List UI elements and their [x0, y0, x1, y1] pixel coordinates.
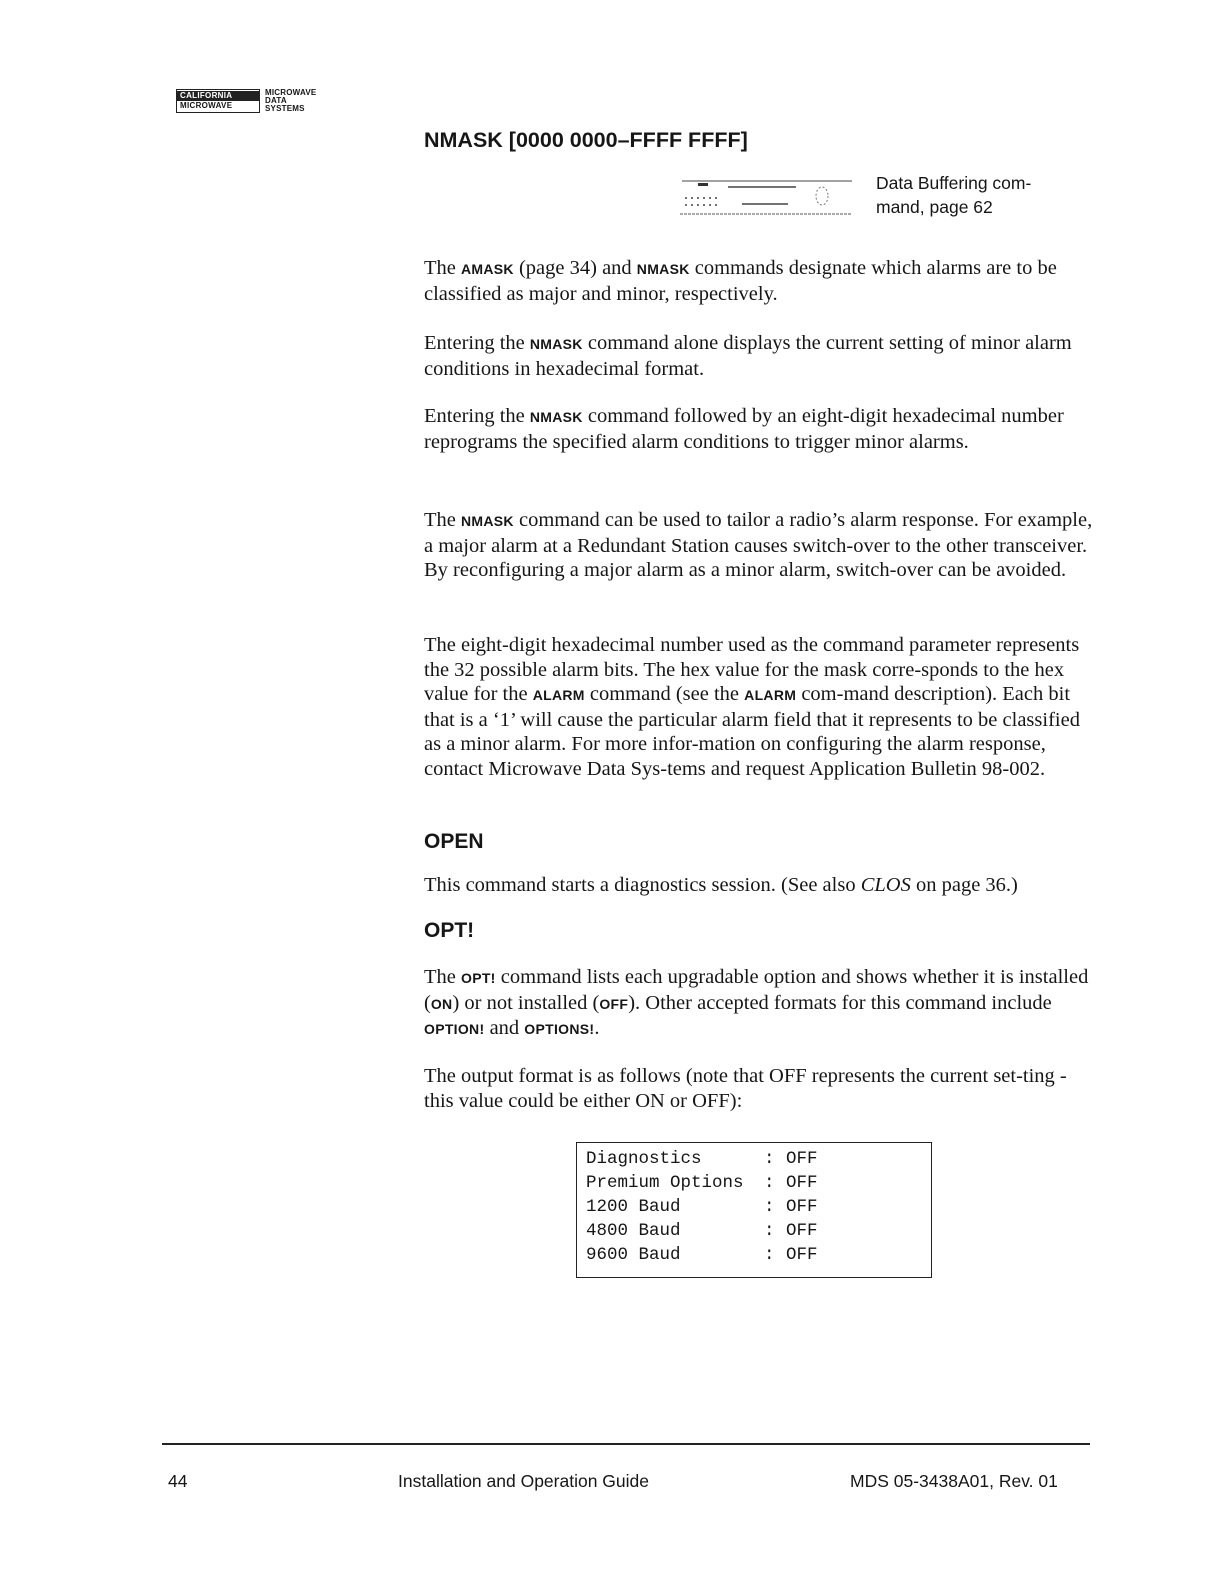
- text: com-mand description). Each bit that is a ‘1’ will cause the particular alarm field that it represents to be classified as a minor alarm. For more infor-mation on configuring the alarm response, contact Microwave Data Sys-tems and request Application Bulletin 98-002.: [424, 683, 1080, 780]
- text: ). Other accepted formats for this command include: [628, 991, 1052, 1014]
- text: command lists each upgradable option and shows whether it is installed (: [424, 966, 1089, 1014]
- reference-clos: CLOS: [860, 874, 911, 896]
- open-paragraph: [424, 873, 1096, 898]
- footer-rule: [162, 1443, 1090, 1445]
- text: commands designate which alarms are to be classified as major and minor, respectively.: [424, 257, 1057, 305]
- text: Entering the: [424, 405, 530, 427]
- logo-names: [265, 89, 316, 113]
- output-label: Diagnostics: [586, 1149, 702, 1169]
- section-heading-nmask: NMASK [0000 0000–FFFF FFFF]: [424, 128, 748, 152]
- text: This command starts a diagnostics session. (See also: [424, 874, 861, 896]
- value-on: ON: [430, 995, 453, 1012]
- command-nmask: NMASK: [529, 336, 583, 352]
- paragraph-5: [424, 633, 1096, 781]
- output-row: [586, 1219, 931, 1243]
- command-nmask: NMASK: [529, 409, 583, 425]
- radio-unit-icon: [676, 174, 852, 218]
- text: .: [594, 1017, 600, 1039]
- paragraph-2: [424, 331, 1096, 381]
- opt-paragraph-2: The output format is as follows (note that OFF represents the current set-ting - this value could be either ON or OFF):: [424, 1065, 1067, 1112]
- output-value: OFF: [786, 1149, 818, 1169]
- output-value: OFF: [786, 1245, 818, 1265]
- logo-box-bottom: MICROWAVE: [180, 101, 233, 110]
- text: command alone displays the current setting of minor alarm conditions in hexadecimal format.: [424, 332, 1072, 380]
- text: command (see the: [584, 683, 745, 705]
- text: ) or not installed (: [452, 991, 600, 1014]
- text: The eight-digit hexadecimal number used as the command parameter represents the 32 possible alarm bits. The hex value for the mask corre-sponds to the hex value for the: [424, 634, 1080, 705]
- text: The: [424, 257, 461, 279]
- value-off: OFF: [599, 995, 629, 1012]
- text: command followed by an eight-digit hexadecimal number reprograms the specified alarm conditions to trigger minor alarms.: [424, 405, 1064, 453]
- output-label: 1200 Baud: [586, 1197, 681, 1217]
- output-separator: :: [764, 1245, 775, 1265]
- output-separator: :: [764, 1149, 775, 1169]
- logo-line-1: MICROWAVE: [265, 88, 317, 97]
- output-separator: :: [764, 1197, 775, 1217]
- output-value: OFF: [786, 1197, 818, 1217]
- opt-paragraph-1: [424, 965, 1096, 1042]
- paragraph-3: [424, 404, 1096, 454]
- paragraph-4: [424, 508, 1096, 583]
- output-row: [586, 1171, 931, 1195]
- output-separator: :: [764, 1221, 775, 1241]
- command-amask: AMASK: [461, 261, 514, 277]
- logo-line-2: DATA: [265, 96, 287, 105]
- command-alarm: ALARM: [744, 687, 797, 703]
- paragraph-1: [424, 256, 1096, 306]
- text: on page 36.): [910, 874, 1018, 896]
- text: The: [424, 509, 461, 531]
- output-format-box: [576, 1142, 932, 1278]
- page-number: 44: [168, 1471, 188, 1491]
- command-option: OPTION!: [424, 1021, 485, 1037]
- command-nmask: NMASK: [636, 261, 690, 277]
- logo-line-3: SYSTEMS: [265, 104, 305, 113]
- output-label: Premium Options: [586, 1173, 744, 1193]
- footer-doc-id: MDS 05-3438A01, Rev. 01: [850, 1471, 1058, 1491]
- margin-note: Data Buffering com-mand, page 62: [876, 173, 1032, 217]
- logo-box-top: CALIFORNIA: [177, 91, 259, 101]
- section-heading-opt: OPT!: [424, 919, 475, 942]
- output-separator: :: [764, 1173, 775, 1193]
- company-logo: [176, 89, 316, 113]
- command-opt: OPT!: [461, 970, 496, 986]
- command-alarm: ALARM: [532, 687, 585, 703]
- text: The: [424, 966, 461, 988]
- section-heading-open: OPEN: [424, 830, 484, 853]
- output-value: OFF: [786, 1173, 818, 1193]
- command-nmask: NMASK: [461, 513, 514, 529]
- command-options: OPTIONS!: [524, 1021, 595, 1037]
- output-value: OFF: [786, 1221, 818, 1241]
- output-row: [586, 1147, 931, 1171]
- footer-title: Installation and Operation Guide: [398, 1471, 649, 1491]
- text: Entering the: [424, 332, 530, 354]
- output-label: 4800 Baud: [586, 1221, 681, 1241]
- text: and: [484, 1017, 525, 1039]
- text: command can be used to tailor a radio’s alarm response. For example, a major alarm at a Redundant Station causes switch-over to the other transceiver. By reconfiguring a major alarm as a minor alarm, switch-over can be avoided.: [424, 509, 1093, 581]
- output-row: [586, 1195, 931, 1219]
- logo-box: [176, 89, 260, 113]
- text: (page 34) and: [513, 257, 637, 279]
- output-row: [586, 1243, 931, 1267]
- output-label: 9600 Baud: [586, 1245, 681, 1265]
